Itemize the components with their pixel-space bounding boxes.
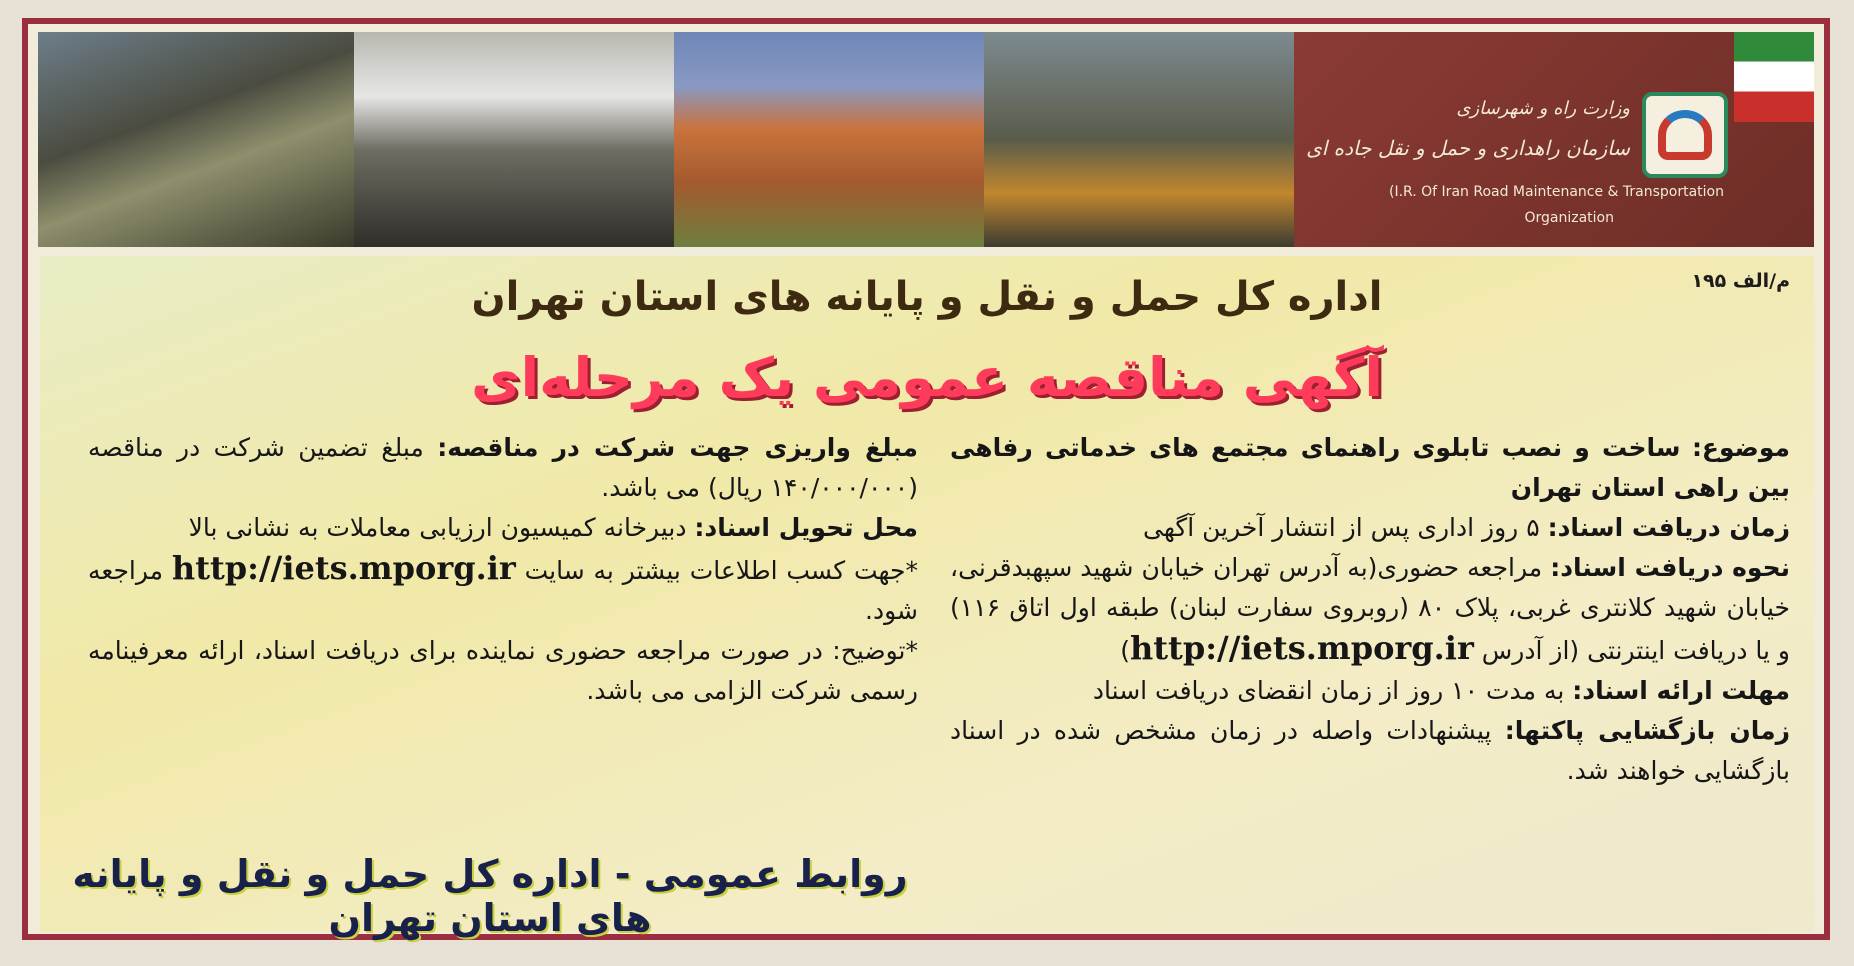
notice-main-title: آگهی مناقصه عمومی یک مرحله‌ای [471, 346, 1383, 409]
opening-paragraph [950, 711, 1790, 791]
organization-name-en-2: Organization [1524, 210, 1614, 226]
details-left-column [88, 428, 918, 711]
receive-method-label: نحوه دریافت اسناد: [1550, 553, 1791, 582]
receive-time-text: ۵ روز اداری پس از انتشار آخرین آگهی [1142, 513, 1540, 542]
deadline-text: به مدت ۱۰ روز از زمان انقضای دریافت اسناد [1092, 676, 1565, 705]
opening-text: پیشنهادات واصله در زمان مشخص شده در اسناد بازگشایی خواهند شد. [950, 716, 1790, 785]
subject-text: ساخت و نصب تابلوی راهنمای مجتمع های خدماتی رفاهی بین راهی استان تهران [950, 433, 1790, 502]
receive-method-url[interactable]: http://iets.mporg.ir [1130, 629, 1474, 667]
station-photo [984, 32, 1294, 247]
deposit-text: مبلغ تضمین شرکت در مناقصه (۱۴۰/۰۰۰/۰۰۰ ریال) می باشد. [88, 433, 918, 502]
deposit-paragraph [88, 428, 918, 508]
subject-paragraph [950, 428, 1790, 508]
organization-name-en: (I.R. Of Iran Road Maintenance & Transportation [1388, 184, 1724, 200]
organization-name-fa: سازمان راهداری و حمل و نقل جاده ای [1306, 136, 1630, 160]
receive-method-text: مراجعه حضوری(به آدرس تهران خیابان شهید سپهبدقرنی، خیابان شهید کلانتری غربی، پلاک ۸۰ (روبروی سفارت لبنان) طبقه اول اتاق ۱۱۶) و یا دریافت اینترنتی (از آدرس [950, 553, 1790, 665]
receive-time-label: زمان دریافت اسناد: [1547, 513, 1790, 542]
delivery-label: محل تحویل اسناد: [694, 513, 918, 542]
note-label: *توضیح: [832, 636, 918, 665]
mountain-photo [674, 32, 984, 247]
ministry-name: وزارت راه و شهرسازی [1456, 98, 1630, 119]
bus-mountain-photo [354, 32, 674, 247]
organization-emblem-icon [1642, 92, 1728, 178]
iran-flag-icon [1734, 32, 1814, 122]
info-paragraph [88, 548, 918, 631]
deposit-label: مبلغ واریزی جهت شرکت در مناقصه: [437, 433, 919, 462]
receive-method-close: ) [1120, 636, 1130, 665]
delivery-text: دبیرخانه کمیسیون ارزیابی معاملات به نشانی بالا [188, 513, 687, 542]
details-right-column [950, 428, 1790, 791]
receive-method-paragraph [950, 548, 1790, 671]
organization-logo-block [1294, 32, 1814, 247]
info-url[interactable]: http://iets.mporg.ir [171, 549, 516, 587]
deadline-paragraph [950, 671, 1790, 711]
notice-org-title: اداره کل حمل و نقل و پایانه های استان تهران [471, 274, 1383, 320]
public-relations-signature: روابط عمومی - اداره کل حمل و نقل و پایانه های استان تهران [72, 852, 908, 940]
note-text: در صورت مراجعه حضوری نماینده برای دریافت اسناد، ارائه معرفینامه رسمی شرکت الزامی می باشد. [88, 636, 918, 705]
receive-time-paragraph [950, 508, 1790, 548]
notice-body [40, 256, 1814, 940]
info-text: *جهت کسب اطلاعات بیشتر به سایت [524, 556, 919, 585]
subject-label: موضوع: [1691, 433, 1790, 462]
notice-code: م/الف ۱۹۵ [1691, 270, 1790, 292]
note-paragraph [88, 631, 918, 711]
header-band [38, 32, 1814, 247]
opening-label: زمان بازگشایی پاکتها: [1504, 716, 1791, 745]
notice-frame [22, 18, 1830, 940]
deadline-label: مهلت ارائه اسناد: [1572, 676, 1790, 705]
info-suffix: مراجعه شود. [88, 556, 918, 625]
highway-photo [38, 32, 354, 247]
delivery-paragraph [88, 508, 918, 548]
